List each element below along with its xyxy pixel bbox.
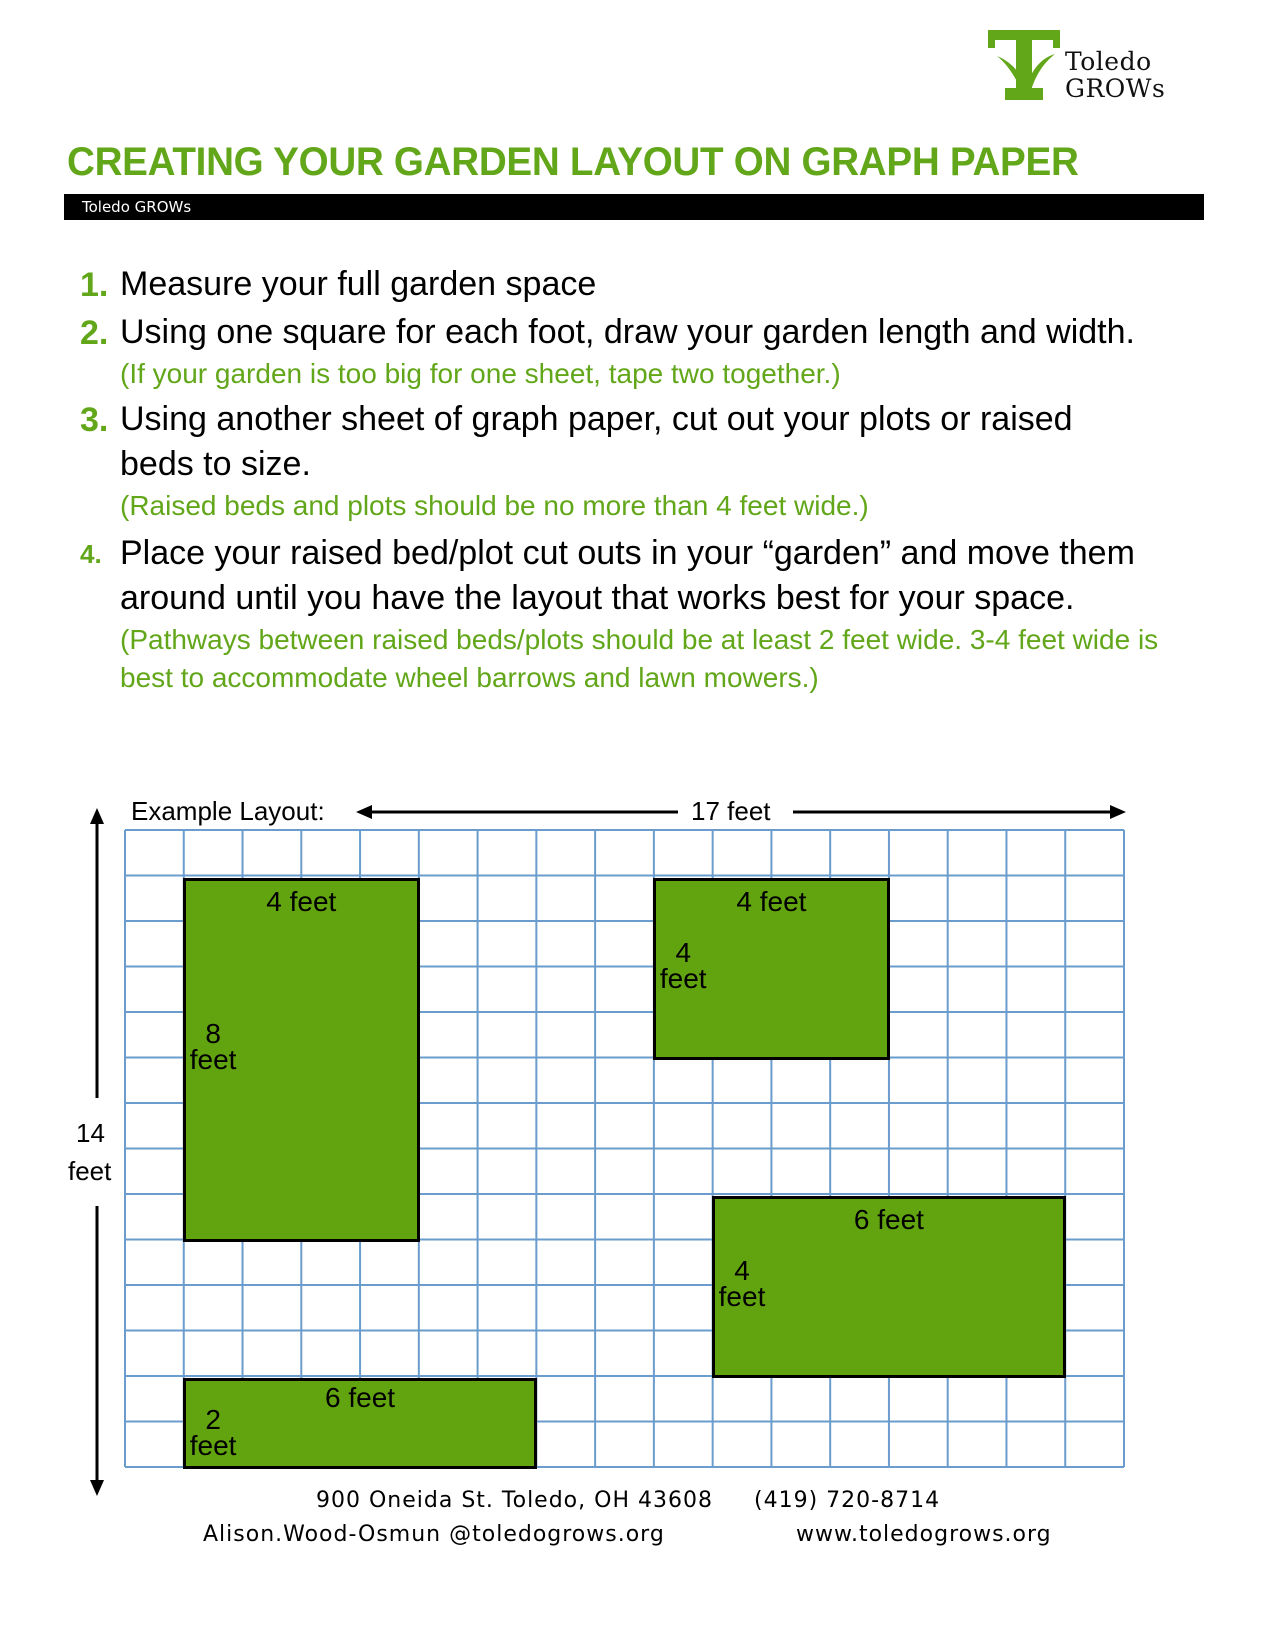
step-text: Using another sheet of graph paper, cut out your plots or raised beds to size. xyxy=(120,400,1073,483)
raised-bed-cutout[interactable] xyxy=(653,878,890,1060)
bed-length-label xyxy=(659,936,707,994)
footer-website[interactable]: www.toledogrows.org xyxy=(796,1522,1052,1547)
bed-width-label: 6 feet xyxy=(853,1204,924,1235)
step-number: 1. xyxy=(80,266,109,304)
step-text: Using one square for each foot, draw your garden length and width. xyxy=(120,313,1135,351)
bed-width-label: 4 feet xyxy=(736,885,807,917)
step-note: (If your garden is too big for one sheet, tape two together.) xyxy=(120,358,841,389)
step-text: Measure your full garden space xyxy=(120,265,597,303)
bed-length-label xyxy=(189,1017,237,1075)
step-note: (Pathways between raised beds/plots should be at least 2 feet wide. 3-4 feet wide is best to accommodate wheel barrows and lawn mowers.) xyxy=(120,624,1159,693)
step-note: (Raised beds and plots should be no more than 4 feet wide.) xyxy=(120,490,869,521)
bed-length-number: 4 xyxy=(734,1255,750,1287)
garden-length-label-unit: feet xyxy=(68,1156,112,1186)
bed-length-unit: feet xyxy=(189,1430,237,1461)
bed-length-unit: feet xyxy=(718,1281,766,1313)
step-number: 3. xyxy=(80,401,109,439)
example-layout-label: Example Layout: xyxy=(131,796,325,826)
raised-bed-cutout[interactable] xyxy=(183,1378,538,1469)
raised-bed-cutout[interactable] xyxy=(183,878,420,1242)
bed-width-label: 4 feet xyxy=(266,885,337,917)
step-text: Place your raised bed/plot cut outs in your “garden” and move them around until you have the layout that works best for your space. xyxy=(120,534,1135,617)
arrow-right-icon xyxy=(1110,805,1126,819)
bed-length-label xyxy=(189,1404,237,1461)
bed-length-number: 8 xyxy=(205,1017,221,1049)
page-title: CREATING YOUR GARDEN LAYOUT ON GRAPH PAPER xyxy=(67,140,1079,184)
step-number: 2. xyxy=(80,314,109,352)
bed-length-number: 2 xyxy=(205,1404,221,1435)
logo-line-2: GROWs xyxy=(1065,74,1166,103)
garden-length-label-number: 14 xyxy=(76,1118,105,1148)
garden-width-label: 17 feet xyxy=(691,796,771,826)
arrow-left-icon xyxy=(356,805,372,819)
raised-bed-cutout[interactable] xyxy=(712,1196,1067,1378)
bed-length-unit: feet xyxy=(189,1043,237,1075)
bed-length-unit: feet xyxy=(659,962,707,994)
subtitle-bar-text: Toledo GROWs xyxy=(82,198,192,216)
bed-length-number: 4 xyxy=(675,936,692,968)
arrow-up-icon xyxy=(90,808,104,824)
footer-phone: (419) 720-8714 xyxy=(754,1488,941,1513)
footer-email[interactable]: Alison.Wood-Osmun @toledogrows.org xyxy=(203,1522,665,1547)
logo-line-1: Toledo xyxy=(1065,47,1152,76)
footer-address: 900 Oneida St. Toledo, OH 43608 xyxy=(316,1488,713,1513)
bed-width-label: 6 feet xyxy=(325,1382,396,1413)
step-number: 4. xyxy=(80,539,102,569)
arrow-down-icon xyxy=(90,1480,104,1496)
bed-length-label xyxy=(718,1255,766,1313)
